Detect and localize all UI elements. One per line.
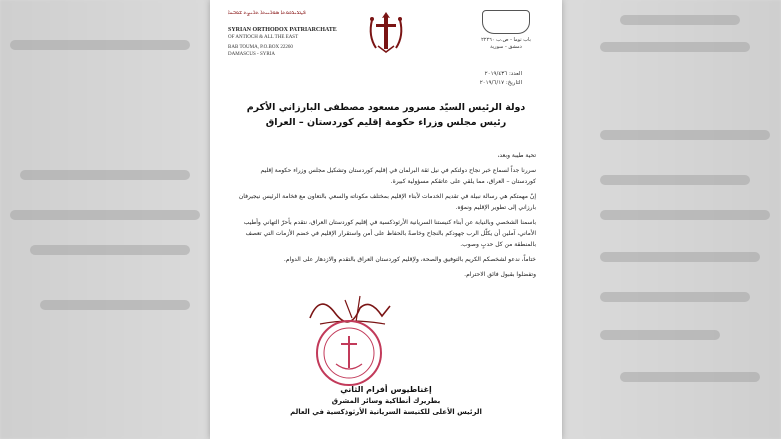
letterhead-english — [228, 10, 338, 58]
bg-text-line — [10, 40, 190, 50]
letter-page — [210, 0, 562, 439]
bg-text-line — [600, 130, 770, 140]
signatory-role-2: الرئيس الأعلى للكنيسة السريانية الأرثوذكسية في العالم — [290, 408, 482, 416]
bg-text-line — [40, 300, 190, 310]
arabic-calligraphy-logo — [482, 10, 530, 34]
signatory-name: إغناطيوس أفرام الثاني — [340, 385, 432, 394]
reference-date: التاريخ: ٢٠١٩/٦/١٧ — [479, 80, 522, 86]
paragraph-3: باسمنا الشخصي وبالنيابة عن أبناء كنيستنا السريانية الأرثوذكسية في إقليم كوردستان العراق، نتقدم بأحرّ التهاني وأطيب الأماني، آملين أن يكلّل الرب جهودكم بالنجاح وخاصةً بالحفاظ على أمن واستقرار الإقليم في خضم الأزمات التي تعصف بالمنطقة من كل حدبٍ وصوب. — [243, 219, 536, 248]
bg-text-line — [10, 210, 200, 220]
bg-text-line — [600, 175, 750, 185]
bg-text-line — [620, 372, 760, 382]
addressee-line-1: دولة الرئيس السيّد مسرور مسعود مصطفى البارزاني الأكرم — [246, 102, 526, 113]
bg-text-line — [600, 210, 770, 220]
bg-text-line — [620, 15, 740, 25]
address-line-2: DAMASCUS - SYRIA — [228, 52, 275, 57]
paragraph-2: إنّ مهمتكم هي رسالة نبيلة في تقديم الخدمات لأبناء الإقليم بمختلف مكوناته والسعي بالتعاون مع فخامة الرئيس نيجيرفان بارزاني إلى تطوير الإقليم ونموّه. — [238, 193, 536, 211]
arabic-address-1: باب توما - ص.ب ٢٢٢٦٠ — [481, 37, 531, 43]
reference-block — [480, 70, 522, 88]
syriac-line: ܦܛܪܝܪܟܘܬܐ ܣܘܪܝܝܬܐ ܬܪܝܨܬ ܫܘܒܚܐ — [228, 10, 306, 16]
letter-body — [238, 150, 536, 284]
address-line-1: BAB TOUMA, P.O.BOX 22260 — [228, 45, 293, 50]
bg-text-line — [30, 245, 190, 255]
bg-text-line — [600, 292, 750, 302]
bg-text-line — [600, 252, 760, 262]
paragraph-4: ختاماً، ندعو لشخصكم الكريم بالتوفيق والصحة، ولإقليم كوردستان العراق بالتقدم والازدهار على الدوام. — [283, 256, 536, 263]
arabic-address-2: دمشق - سورية — [490, 44, 522, 50]
patriarchal-crest-icon — [362, 8, 410, 56]
letterhead-arabic — [466, 10, 546, 51]
bg-text-line — [600, 42, 750, 52]
patriarchate-subtitle: OF ANTIOCH & ALL THE EAST — [228, 35, 299, 40]
signatory-block — [230, 384, 542, 418]
greeting: تحية طيبة وبعد، — [497, 152, 536, 159]
reference-number: العدد: ٢٠١٩/٤٣٦ — [484, 71, 522, 77]
signatory-role-1: بطريرك أنطاكية وسائر المشرق — [331, 397, 441, 405]
bg-text-line — [20, 170, 190, 180]
patriarchate-name: SYRIAN ORTHODOX PATRIARCHATE — [228, 27, 337, 33]
bg-text-line — [600, 330, 720, 340]
addressee-block — [230, 100, 542, 130]
addressee-line-2: رئيس مجلس وزراء حكومة إقليم كوردستان – العراق — [265, 117, 507, 128]
paragraph-5: وتفضلوا بقبول فائق الاحترام. — [464, 271, 536, 278]
official-stamp-icon — [314, 318, 384, 388]
paragraph-1: سررنا جداً لسماع خبر نجاح دولتكم في نيل ثقة البرلمان في إقليم كوردستان وتشكيل مجلس وزراء حكومة إقليم كوردستان – العراق، مما يلقي على عاتقكم مسؤولية كبيرة. — [260, 167, 536, 185]
